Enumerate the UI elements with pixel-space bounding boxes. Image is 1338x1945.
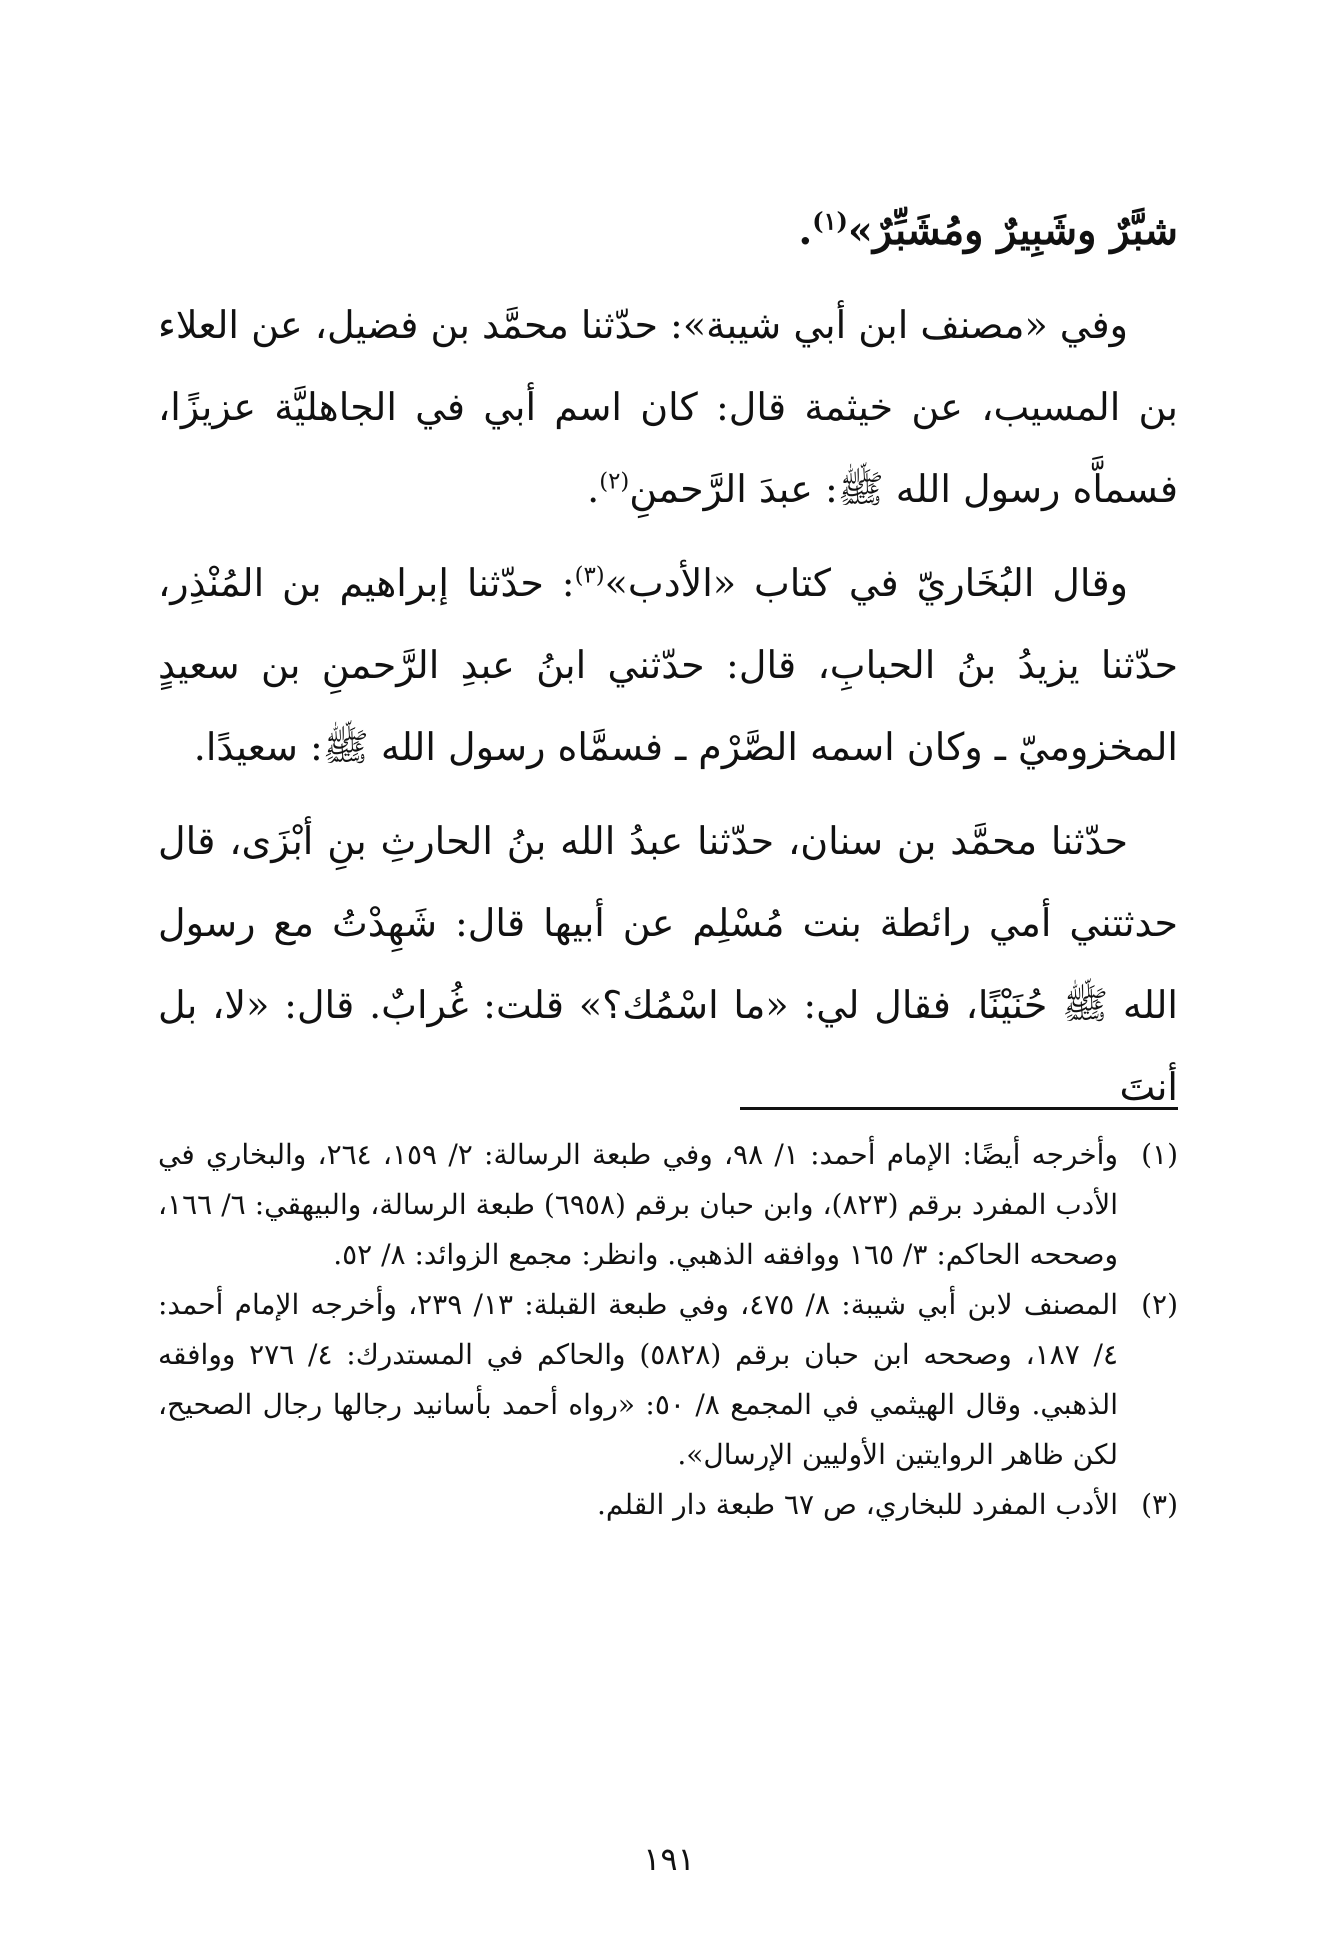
footnote-ref: (١) bbox=[812, 206, 848, 236]
paragraph-tail: : حدّثنا إبراهيم بن المُنْذِر، حدّثنا يزيدُ بنُ الحبابِ، قال: حدّثني ابنُ عبدِ الرَّحمنِ بن سعيدٍ المخزوميّ ـ وكان اسمه الصَّرْم ـ فسمَّاه رسول الله ﷺ: سعيدًا. bbox=[158, 561, 1178, 769]
paragraph bbox=[158, 284, 1178, 530]
footnote-number: (١) bbox=[1141, 1138, 1178, 1171]
footnote bbox=[158, 1280, 1178, 1480]
footnote-number: (٣) bbox=[1141, 1488, 1178, 1521]
footnote-separator bbox=[740, 1107, 1178, 1110]
footnote-text: المصنف لابن أبي شيبة: ٨/ ٤٧٥، وفي طبعة القبلة: ١٣/ ٢٣٩، وأخرجه الإمام أحمد: ٤/ ١٨٧، وصححه ابن حبان برقم (٥٨٢٨) والحاكم في المستدرك: ٤/ ٢٧٦ ووافقه الذهبي. وقال الهيثمي في المجمع ٨/ ٥٠: «رواه أحمد بأسانيد رجالها رجال الصحيح، لكن ظاهر الروايتين الأوليين الإرسال». bbox=[158, 1288, 1119, 1471]
paragraph-text: حدّثنا محمَّد بن سنان، حدّثنا عبدُ الله بنُ الحارثِ بنِ أبْزَى، قال حدثتني أمي رائطة بنت مُسْلِم عن أبيها قال: شَهِدْتُ مع رسول الله ﷺ حُنَيْنًا، فقال لي: «ما اسْمُك؟» قلت: غُرابٌ. قال: «لا، بل أنتَ bbox=[158, 819, 1178, 1109]
paragraph-text: وفي «مصنف ابن أبي شيبة»: حدّثنا محمَّد بن فضيل، عن العلاء بن المسيب، عن خيثمة قال: كان اسم أبي في الجاهليَّة عزيزًا، فسماَّه رسول الله ﷺ: عبدَ الرَّحمنِ bbox=[157, 303, 1178, 511]
footnote-text: الأدب المفرد للبخاري، ص ٦٧ طبعة دار القلم. bbox=[596, 1488, 1118, 1521]
paragraph bbox=[158, 800, 1178, 1128]
paragraph-tail: . bbox=[798, 207, 813, 254]
footnote-text: وأخرجه أيضًا: الإمام أحمد: ١/ ٩٨، وفي طبعة الرسالة: ٢/ ١٥٩، ٢٦٤، والبخاري في الأدب المفرد برقم (٨٢٣)، وابن حبان برقم (٦٩٥٨) طبعة الرسالة، والبيهقي: ٦/ ١٦٦، وصححه الحاكم: ٣/ ١٦٥ ووافقه الذهبي. وانظر: مجمع الزوائد: ٨/ ٥٢. bbox=[158, 1138, 1118, 1271]
footnote bbox=[158, 1130, 1178, 1280]
paragraph-text: شبَّرٌ وشَبِيرٌ ومُشَبِّرٌ» bbox=[847, 207, 1178, 254]
footnote-number: (٢) bbox=[1141, 1288, 1178, 1321]
footnote-ref: (٢) bbox=[599, 468, 630, 495]
footnotes bbox=[158, 1130, 1178, 1530]
footnote-ref: (٣) bbox=[574, 562, 605, 589]
paragraph-tail: . bbox=[587, 467, 600, 511]
paragraph bbox=[158, 542, 1178, 788]
main-text bbox=[158, 190, 1178, 1128]
paragraph bbox=[158, 190, 1178, 272]
footnote bbox=[158, 1480, 1178, 1530]
page-number: ١٩١ bbox=[643, 1840, 695, 1878]
paragraph-text: وقال البُخَاريّ في كتاب «الأدب» bbox=[604, 561, 1128, 605]
